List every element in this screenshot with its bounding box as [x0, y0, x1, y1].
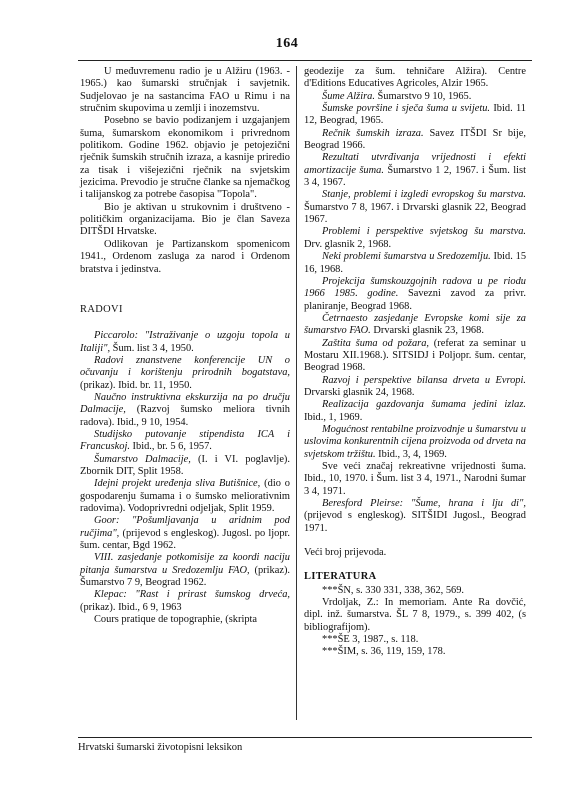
bio-paragraph: Posebno se bavio podizanjem i uzgajanjem šuma, šumarskom ekonomikom i privrednom politikom. Godine 1962. objavio je petojezični rječnik šumskih stručnih izraza, a kasnije priredio za tisak i višejezični rječnik na svjetskim jezicima. Prevodio je stručne članke sa njemačkog i talijanskog za potrebe časopisa "Topola".	[80, 115, 290, 201]
work-entry	[304, 424, 526, 461]
work-entry	[304, 338, 526, 375]
work-entry	[304, 103, 526, 128]
work-details: Savez ITŠDI Sr bije, Beograd 1966.	[304, 127, 526, 152]
work-entry	[304, 313, 526, 338]
work-entry	[80, 454, 290, 479]
bio-paragraph: Bio je aktivan u strukovnim i društveno - političkim organizacijama. Bio je član Saveza DITŠDI Hrvatske.	[80, 201, 290, 238]
work-title: Naučno instruktivna ekskurzija na po dručju Dalmacije,	[80, 391, 290, 416]
work-title: Goor: "Pošumljavanja u aridnim pod ručjima",	[80, 515, 290, 539]
work-entry	[80, 330, 290, 355]
work-details: Šum. list 3 4, 1950.	[110, 342, 194, 354]
work-details: Ibid., 1, 1969.	[304, 411, 363, 423]
work-details: (referat za seminar u Mostaru XII.1968.). SITSIDJ i Poljopr. šum. centar, Beograd 1968.	[304, 337, 527, 374]
work-entry	[80, 515, 290, 552]
work-entry	[304, 128, 526, 153]
work-entry	[304, 399, 526, 424]
work-title: Mogućnost rentabilne proizvodnje u šumarstvu u uslovima konkurentnih cijena proizvoda od drveta na svjetskom tržištu.	[304, 423, 526, 460]
work-title: Razvoj i perspektive bilansa drveta u Evropi.	[322, 374, 526, 386]
work-details: (Razvoj šumsko meliora tivnih radova). Ibid., 9 10, 1954.	[80, 404, 290, 428]
column-divider	[296, 66, 297, 720]
work-details: (prikaz). Šumarstvo 7 9, Beograd 1962.	[80, 564, 291, 589]
work-details: (I. i VI. poglavlje). Zbornik DIT, Split 1958.	[80, 453, 290, 477]
literature-entry: ***ŠIM, s. 36, 119, 159, 178.	[322, 646, 446, 658]
work-title: Problemi i perspektive svjetskog šu marstva.	[322, 226, 526, 238]
work-details: Savezni zavod za privr. planiranje, Beograd 1968.	[304, 288, 526, 312]
literature-entry: Vrdoljak, Z.: In memoriam. Ante Ra dovčić, dipl. inž. šumarstva. ŠL 7 8, 1979., s. 399 402, (s bibliografijom).	[304, 597, 526, 633]
work-title: Četrnaesto zasjedanje Evropske komi sije za šumarstvo FAO.	[304, 312, 526, 337]
work-entry	[304, 226, 526, 251]
work-entry	[304, 375, 526, 400]
work-title: VIII. zasjedanje potkomisije za koordi naciju pitanja šumarstva u Sredozemlju FAO,	[80, 552, 290, 576]
work-details: (prijevod s engleskog). Jugosl. po ljopr. šum. centar, Bgd 1962.	[80, 527, 290, 552]
work-details: Ibid., 3, 4, 1969.	[375, 448, 447, 460]
bio-paragraph: U međuvremenu radio je u Alžiru (1963. - 1965.) kao šumarski stručnjak i savjetnik. Sudjelovao je na sastancima FAO u Rimu i na stručnim skupovima u zemlji i inozemstvu.	[80, 66, 290, 115]
literature-entry: ***ŠE 3, 1987., s. 118.	[322, 634, 419, 646]
work-details: Drv. glasnik 2, 1968.	[304, 238, 392, 250]
work-title: Zaštita šuma od požara,	[322, 337, 430, 349]
work-details: Drvarski glasnik 23, 1968.	[370, 325, 484, 337]
radovi-heading: RADOVI	[80, 303, 123, 315]
right-column	[304, 66, 526, 659]
work-entry	[80, 552, 290, 589]
work-title: Studijsko putovanje stipendista ICA i Francuskoj.	[80, 428, 290, 453]
work-entry	[80, 478, 290, 515]
translations-note: Veći broj prijevoda.	[304, 547, 387, 559]
work-details: Šumarstvo 7 8, 1967. i Drvarski glasnik 22, Beograd 1967.	[304, 201, 526, 226]
footer-rule	[78, 737, 532, 738]
work-details: (prijevod s engleskog). SITŠIDI Jugosl., Beograd 1971.	[304, 510, 526, 534]
work-title: Projekcija šumskouzgojnih radova u pe riodu 1966 1985. godine.	[304, 275, 526, 300]
work-entry	[304, 498, 526, 535]
work-details: Šumarstvo 9 10, 1965.	[374, 90, 472, 102]
works-list-left	[80, 330, 290, 626]
work-details: Drvarski glasnik 24, 1968.	[304, 386, 415, 398]
work-details: geodezije za šum. tehničare Alžira). Centre d'Editions Educatives Agricoles, Alzir 1965.	[304, 66, 526, 90]
work-title: Beresford Pleirse: "Šume, hrana i lju di",	[322, 498, 526, 510]
work-details: (dio o gospodarenju šumama i o šumsko meliorativnim radovima). Vodoprivredni odjeljak, Split 1959.	[80, 478, 290, 514]
work-entry	[80, 355, 290, 392]
works-list-right	[304, 66, 526, 535]
literatura-heading: LITERATURA	[304, 571, 377, 583]
work-entry	[80, 429, 290, 454]
work-title: Šume Alžira.	[322, 90, 375, 102]
work-title: Šumarstvo Dalmacije,	[94, 453, 191, 465]
work-title: Radovi znanstvene konferencije UN o očuvanju i korištenju prirodnih bogatstava,	[80, 354, 290, 379]
work-entry	[304, 461, 526, 498]
literature-list	[304, 585, 526, 659]
biography-text	[80, 66, 290, 276]
work-entry	[304, 251, 526, 276]
work-title: Šumske površine i sječa šuma u svijetu.	[322, 103, 490, 115]
left-column	[80, 66, 290, 626]
work-entry	[304, 189, 526, 226]
work-entry	[304, 91, 526, 103]
work-title: Rezultati utvrđivanja vrijednosti i efekti amortizacije šuma.	[304, 152, 526, 176]
footer-text: Hrvatski šumarski životopisni leksikon	[78, 742, 243, 753]
work-entry	[80, 392, 290, 429]
work-details: Šumarstvo 1 2, 1967. i Šum. list 3 4, 1967.	[304, 164, 526, 189]
literature-entry: ***ŠN, s. 330 331, 338, 362, 569.	[322, 584, 465, 596]
page-number: 164	[275, 36, 299, 51]
work-title: Idejni projekt uređenja sliva Butišnice,	[94, 478, 261, 490]
work-title: Klepac: "Rast i prirast šumskog drveća,	[94, 589, 290, 601]
work-details: Ibid. 15 16, 1968.	[304, 251, 527, 275]
work-entry	[80, 589, 290, 614]
work-title: Stanje, problemi i izgledi evropskog šu marstva.	[322, 189, 526, 201]
work-details: (prikaz). Ibid. br. 11, 1950.	[80, 379, 192, 391]
work-details: Sve veći značaj rekreativne vrijednosti šuma. Ibid., 10, 1970. i Šum. list 3 4, 1971., Narodni šumar 3 4, 1971.	[304, 461, 526, 497]
header-rule	[78, 60, 532, 61]
work-title: Neki problemi šumarstva u Sredozemlju.	[322, 251, 491, 263]
work-details: Ibid. 11 12, Beograd, 1965.	[304, 103, 526, 127]
work-title: Piccarolo: "Istraživanje o uzgoju topola u Italiji",	[80, 330, 290, 354]
work-entry	[304, 152, 526, 189]
work-details: (prikaz). Ibid., 6 9, 1963	[80, 601, 182, 613]
work-details: Ibid., br. 5 6, 1957.	[129, 441, 212, 453]
bio-paragraph: Odlikovan je Partizanskom spomenicom 1941., Ordenom zasluga za narod i Ordenom bratstva i jedinstva.	[80, 238, 290, 275]
work-entry	[304, 276, 526, 313]
work-title: Realizacija gazdovanja šumama jedini izlaz.	[322, 399, 526, 411]
work-entry	[304, 66, 526, 91]
work-title: Rečnik šumskih izraza.	[322, 127, 424, 139]
work-entry	[80, 614, 290, 626]
work-details: Cours pratique de topographie, (skripta	[94, 614, 258, 626]
